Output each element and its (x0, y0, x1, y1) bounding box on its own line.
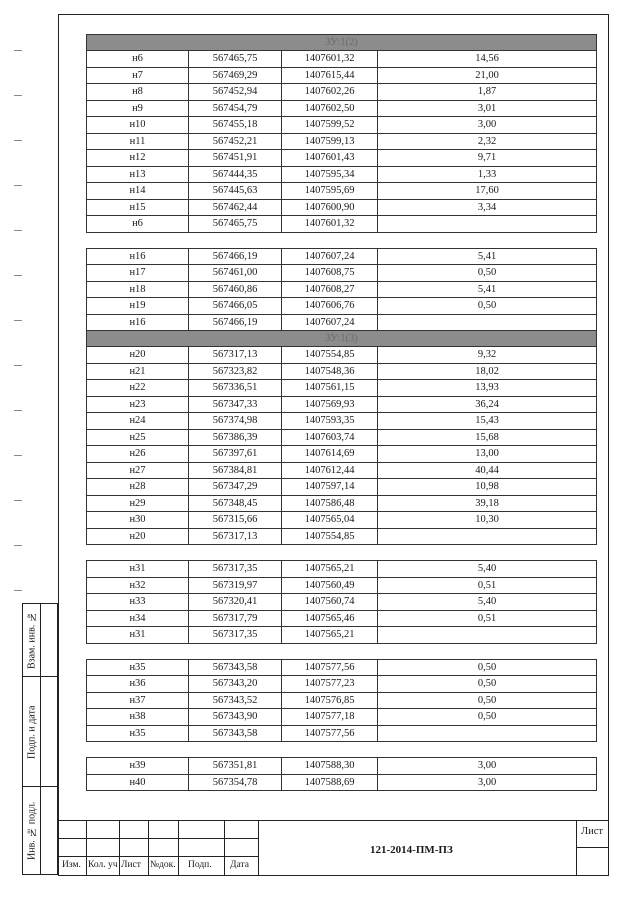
coord-x: 567317,13 (189, 528, 282, 545)
coord-y: 1407565,46 (282, 610, 378, 627)
section-header: ЗУ:1(2) (87, 35, 597, 51)
coord-y: 1407565,04 (282, 512, 378, 529)
document-code: 121-2014-ПМ-ПЗ (370, 844, 453, 856)
table-row (87, 512, 597, 529)
coord-y: 1407577,56 (282, 659, 378, 676)
table-row (87, 67, 597, 84)
table-row (87, 577, 597, 594)
coord-x: 567320,41 (189, 594, 282, 611)
table-row (87, 183, 597, 200)
coord-x: 567462,44 (189, 199, 282, 216)
point-name: н6 (87, 51, 189, 68)
distance: 5,40 (378, 561, 597, 578)
coord-x: 567466,19 (189, 248, 282, 265)
distance: 2,32 (378, 133, 597, 150)
distance: 0,50 (378, 265, 597, 282)
table-row (87, 216, 597, 233)
point-name: н33 (87, 594, 189, 611)
margin-tick (14, 365, 22, 366)
margin-tick (14, 500, 22, 501)
point-name: н19 (87, 298, 189, 315)
point-name: н25 (87, 429, 189, 446)
margin-tick (14, 455, 22, 456)
coord-y: 1407560,74 (282, 594, 378, 611)
distance (378, 216, 597, 233)
margin-tick (14, 320, 22, 321)
margin-tick (14, 50, 22, 51)
coord-y: 1407607,24 (282, 314, 378, 331)
margin-tick (14, 140, 22, 141)
section-header-row (87, 331, 597, 347)
point-name: н18 (87, 281, 189, 298)
coord-x: 567336,51 (189, 380, 282, 397)
coord-y: 1407565,21 (282, 627, 378, 644)
coord-x: 567460,86 (189, 281, 282, 298)
coord-x: 567343,20 (189, 676, 282, 693)
distance: 9,71 (378, 150, 597, 167)
distance: 21,00 (378, 67, 597, 84)
coord-x: 567348,45 (189, 495, 282, 512)
point-name: н14 (87, 183, 189, 200)
point-name: н31 (87, 627, 189, 644)
coord-y: 1407586,48 (282, 495, 378, 512)
distance: 18,02 (378, 363, 597, 380)
side-stamp (22, 603, 58, 875)
table-row (87, 150, 597, 167)
point-name: н21 (87, 363, 189, 380)
point-name: н20 (87, 347, 189, 364)
side-stamp-cell-inv-podl (23, 787, 57, 874)
distance: 15,68 (378, 429, 597, 446)
coord-x: 567397,61 (189, 446, 282, 463)
coord-x: 567465,75 (189, 216, 282, 233)
distance (378, 528, 597, 545)
vzam-inv-label: Взам. инв. № (26, 611, 38, 670)
coord-y: 1407607,24 (282, 248, 378, 265)
coord-x: 567317,35 (189, 561, 282, 578)
side-stamp-cell-podp-data (23, 677, 57, 787)
point-name: н36 (87, 676, 189, 693)
point-name: н9 (87, 100, 189, 117)
coord-y: 1407588,69 (282, 774, 378, 791)
point-name: н17 (87, 265, 189, 282)
coord-y: 1407603,74 (282, 429, 378, 446)
point-name: н35 (87, 725, 189, 742)
coord-y: 1407588,30 (282, 758, 378, 775)
table-row (87, 479, 597, 496)
coord-y: 1407569,93 (282, 396, 378, 413)
izm-label: Изм. (62, 860, 81, 870)
distance: 40,44 (378, 462, 597, 479)
table-row (87, 380, 597, 397)
side-stamp-cell-vzam (23, 604, 57, 677)
distance: 0,50 (378, 298, 597, 315)
table-row (87, 446, 597, 463)
table-row (87, 495, 597, 512)
coord-x: 567343,90 (189, 709, 282, 726)
coord-x: 567452,94 (189, 84, 282, 101)
coord-y: 1407595,34 (282, 166, 378, 183)
coord-x: 567384,81 (189, 462, 282, 479)
point-name: н29 (87, 495, 189, 512)
point-name: н12 (87, 150, 189, 167)
coord-x: 567461,00 (189, 265, 282, 282)
coord-y: 1407602,26 (282, 84, 378, 101)
coord-y: 1407576,85 (282, 692, 378, 709)
coord-y: 1407601,32 (282, 51, 378, 68)
title-block (58, 820, 609, 876)
coord-x: 567315,66 (189, 512, 282, 529)
table-row (87, 709, 597, 726)
table-row (87, 413, 597, 430)
spacer-cell (87, 742, 597, 758)
list-label: Лист (121, 860, 141, 870)
coord-y: 1407577,23 (282, 676, 378, 693)
distance: 3,00 (378, 117, 597, 134)
coord-y: 1407554,85 (282, 528, 378, 545)
coord-y: 1407601,43 (282, 150, 378, 167)
table-row (87, 774, 597, 791)
table-row (87, 133, 597, 150)
coord-x: 567343,58 (189, 659, 282, 676)
margin-tick (14, 185, 22, 186)
table-row (87, 528, 597, 545)
section-header-row (87, 35, 597, 51)
distance: 5,40 (378, 594, 597, 611)
table-row (87, 659, 597, 676)
distance: 0,50 (378, 676, 597, 693)
point-name: н28 (87, 479, 189, 496)
coord-y: 1407602,50 (282, 100, 378, 117)
coord-x: 567466,19 (189, 314, 282, 331)
point-name: н30 (87, 512, 189, 529)
distance: 3,00 (378, 774, 597, 791)
table-row (87, 100, 597, 117)
coord-y: 1407606,76 (282, 298, 378, 315)
coord-x: 567455,18 (189, 117, 282, 134)
distance: 0,51 (378, 610, 597, 627)
point-name: н10 (87, 117, 189, 134)
podp-data-label: Подп. и дата (26, 705, 38, 759)
coord-x: 567454,79 (189, 100, 282, 117)
point-name: н39 (87, 758, 189, 775)
distance: 13,93 (378, 380, 597, 397)
point-name: н6 (87, 216, 189, 233)
title-block-col-line (224, 820, 225, 876)
table-row (87, 84, 597, 101)
coord-y: 1407614,69 (282, 446, 378, 463)
distance: 15,43 (378, 413, 597, 430)
distance (378, 725, 597, 742)
coord-x: 567445,63 (189, 183, 282, 200)
point-name: н22 (87, 380, 189, 397)
coord-y: 1407599,13 (282, 133, 378, 150)
table-row (87, 281, 597, 298)
spacer-row (87, 742, 597, 758)
spacer-row (87, 545, 597, 561)
coord-x: 567386,39 (189, 429, 282, 446)
point-name: н23 (87, 396, 189, 413)
distance (378, 314, 597, 331)
point-name: н7 (87, 67, 189, 84)
table-row (87, 610, 597, 627)
distance: 17,60 (378, 183, 597, 200)
distance: 9,32 (378, 347, 597, 364)
coord-x: 567374,98 (189, 413, 282, 430)
distance: 39,18 (378, 495, 597, 512)
coord-x: 567347,33 (189, 396, 282, 413)
point-name: н37 (87, 692, 189, 709)
table-row (87, 396, 597, 413)
title-block-col-line (576, 820, 577, 876)
spacer-row (87, 643, 597, 659)
coord-y: 1407565,21 (282, 561, 378, 578)
title-block-row-line (58, 838, 258, 839)
podp-label: Подп. (188, 860, 212, 870)
distance: 3,34 (378, 199, 597, 216)
coord-y: 1407548,36 (282, 363, 378, 380)
table-row (87, 594, 597, 611)
distance: 14,56 (378, 51, 597, 68)
coord-y: 1407560,49 (282, 577, 378, 594)
coord-x: 567323,82 (189, 363, 282, 380)
coordinates-table (86, 34, 597, 791)
distance: 0,50 (378, 692, 597, 709)
distance: 10,30 (378, 512, 597, 529)
distance: 36,24 (378, 396, 597, 413)
coord-x: 567343,58 (189, 725, 282, 742)
coord-y: 1407615,44 (282, 67, 378, 84)
table-row (87, 248, 597, 265)
coord-y: 1407608,27 (282, 281, 378, 298)
table-row (87, 462, 597, 479)
point-name: н20 (87, 528, 189, 545)
coord-y: 1407554,85 (282, 347, 378, 364)
coord-x: 567351,81 (189, 758, 282, 775)
spacer-row (87, 232, 597, 248)
coord-x: 567452,21 (189, 133, 282, 150)
point-name: н16 (87, 314, 189, 331)
title-block-col-line (148, 820, 149, 876)
distance: 0,50 (378, 709, 597, 726)
distance: 5,41 (378, 281, 597, 298)
table-row (87, 692, 597, 709)
point-name: н38 (87, 709, 189, 726)
table-row (87, 298, 597, 315)
distance: 0,51 (378, 577, 597, 594)
table-row (87, 51, 597, 68)
distance: 5,41 (378, 248, 597, 265)
point-name: н31 (87, 561, 189, 578)
sheet-label: Лист (581, 826, 603, 837)
distance: 3,01 (378, 100, 597, 117)
coord-x: 567354,78 (189, 774, 282, 791)
kol-uch-label: Кол. уч (88, 860, 118, 870)
table-row (87, 758, 597, 775)
distance: 0,50 (378, 659, 597, 676)
table-row (87, 314, 597, 331)
distance: 1,33 (378, 166, 597, 183)
table-row (87, 429, 597, 446)
coord-x: 567444,35 (189, 166, 282, 183)
point-name: н34 (87, 610, 189, 627)
margin-tick (14, 230, 22, 231)
spacer-cell (87, 545, 597, 561)
spacer-cell (87, 232, 597, 248)
point-name: н11 (87, 133, 189, 150)
table-row (87, 347, 597, 364)
margin-tick (14, 410, 22, 411)
coord-x: 567317,79 (189, 610, 282, 627)
margin-tick (14, 95, 22, 96)
table-row (87, 725, 597, 742)
point-name: н13 (87, 166, 189, 183)
coord-y: 1407561,15 (282, 380, 378, 397)
ndok-label: №док. (150, 860, 176, 870)
distance: 3,00 (378, 758, 597, 775)
coord-y: 1407577,56 (282, 725, 378, 742)
margin-tick (14, 275, 22, 276)
point-name: н24 (87, 413, 189, 430)
coord-x: 567451,91 (189, 150, 282, 167)
distance: 13,00 (378, 446, 597, 463)
spacer-cell (87, 643, 597, 659)
point-name: н27 (87, 462, 189, 479)
point-name: н16 (87, 248, 189, 265)
point-name: н26 (87, 446, 189, 463)
coord-y: 1407600,90 (282, 199, 378, 216)
table-row (87, 627, 597, 644)
title-block-col-line (258, 820, 259, 876)
sheet-cell-line (576, 847, 609, 848)
section-header: ЗУ:1(3) (87, 331, 597, 347)
title-block-col-line (119, 820, 120, 876)
coord-x: 567465,75 (189, 51, 282, 68)
table-row (87, 676, 597, 693)
coord-y: 1407597,14 (282, 479, 378, 496)
distance: 10,98 (378, 479, 597, 496)
coord-y: 1407612,44 (282, 462, 378, 479)
distance: 1,87 (378, 84, 597, 101)
table-row (87, 561, 597, 578)
inv-podl-label: Инв. № подл. (26, 801, 38, 860)
point-name: н35 (87, 659, 189, 676)
title-block-row-line (58, 856, 258, 857)
title-block-top-line (58, 820, 609, 821)
point-name: н40 (87, 774, 189, 791)
coord-y: 1407577,18 (282, 709, 378, 726)
coord-y: 1407601,32 (282, 216, 378, 233)
coord-y: 1407599,52 (282, 117, 378, 134)
table-row (87, 117, 597, 134)
table-row (87, 199, 597, 216)
table-row (87, 363, 597, 380)
table-row (87, 265, 597, 282)
margin-tick (14, 545, 22, 546)
point-name: н32 (87, 577, 189, 594)
coord-x: 567317,35 (189, 627, 282, 644)
coord-x: 567466,05 (189, 298, 282, 315)
coord-x: 567469,29 (189, 67, 282, 84)
data-label: Дата (230, 860, 249, 870)
coord-x: 567343,52 (189, 692, 282, 709)
coord-y: 1407593,35 (282, 413, 378, 430)
point-name: н15 (87, 199, 189, 216)
coord-x: 567319,97 (189, 577, 282, 594)
coord-y: 1407608,75 (282, 265, 378, 282)
coord-y: 1407595,69 (282, 183, 378, 200)
point-name: н8 (87, 84, 189, 101)
coord-x: 567317,13 (189, 347, 282, 364)
coord-x: 567347,29 (189, 479, 282, 496)
title-block-col-line (178, 820, 179, 876)
title-block-col-line (86, 820, 87, 876)
table-row (87, 166, 597, 183)
distance (378, 627, 597, 644)
margin-tick (14, 590, 22, 591)
